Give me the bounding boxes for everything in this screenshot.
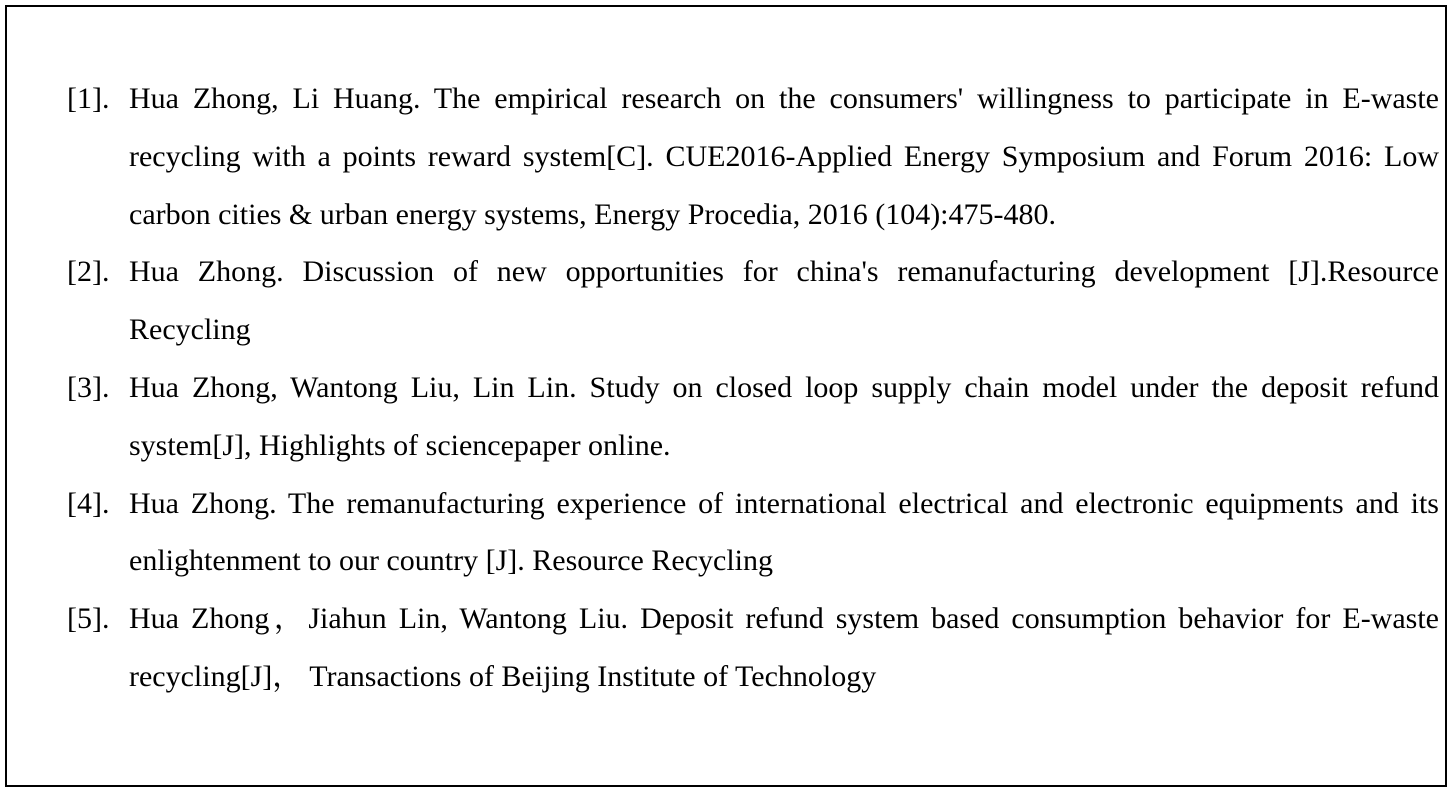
reference-number: [1]. xyxy=(67,82,110,115)
reference-item-4 xyxy=(67,475,1439,591)
reference-item-1 xyxy=(67,70,1439,243)
reference-text: Hua Zhong. The remanufacturing experience of international electrical and electronic equipments and its enlightenment to our country [J]. Resource Recycling xyxy=(129,486,1439,578)
reference-item-5 xyxy=(67,590,1439,706)
reference-item-2 xyxy=(67,243,1439,359)
reference-text: Hua Zhong, Li Huang. The empirical research on the consumers' willingness to participate in E-waste recycling with a points reward system[C]. CUE2016-Applied Energy Symposium and Forum 2016: Low carbon cities & urban energy systems, Energy Procedia, 2016 (104):475-480. xyxy=(129,82,1439,231)
reference-text: Hua Zhong. Discussion of new opportunities for china's remanufacturing development [J].Resource Recycling xyxy=(129,255,1439,347)
reference-text: Hua Zhong, Wantong Liu, Lin Lin. Study on closed loop supply chain model under the deposit refund system[J], Highlights of sciencepaper online. xyxy=(129,370,1439,462)
reference-number: [2]. xyxy=(67,255,110,289)
reference-number: [3]. xyxy=(67,370,110,404)
reference-number: [4]. xyxy=(67,486,110,520)
reference-number: [5]. xyxy=(67,602,110,636)
reference-box xyxy=(5,5,1447,787)
reference-list xyxy=(67,70,1439,706)
reference-text: Hua Zhong，Jiahun Lin, Wantong Liu. Deposit refund system based consumption behavior for E-waste recycling[J]， Transactions of Beijing Institute of Technology xyxy=(129,602,1439,693)
reference-item-3 xyxy=(67,359,1439,475)
